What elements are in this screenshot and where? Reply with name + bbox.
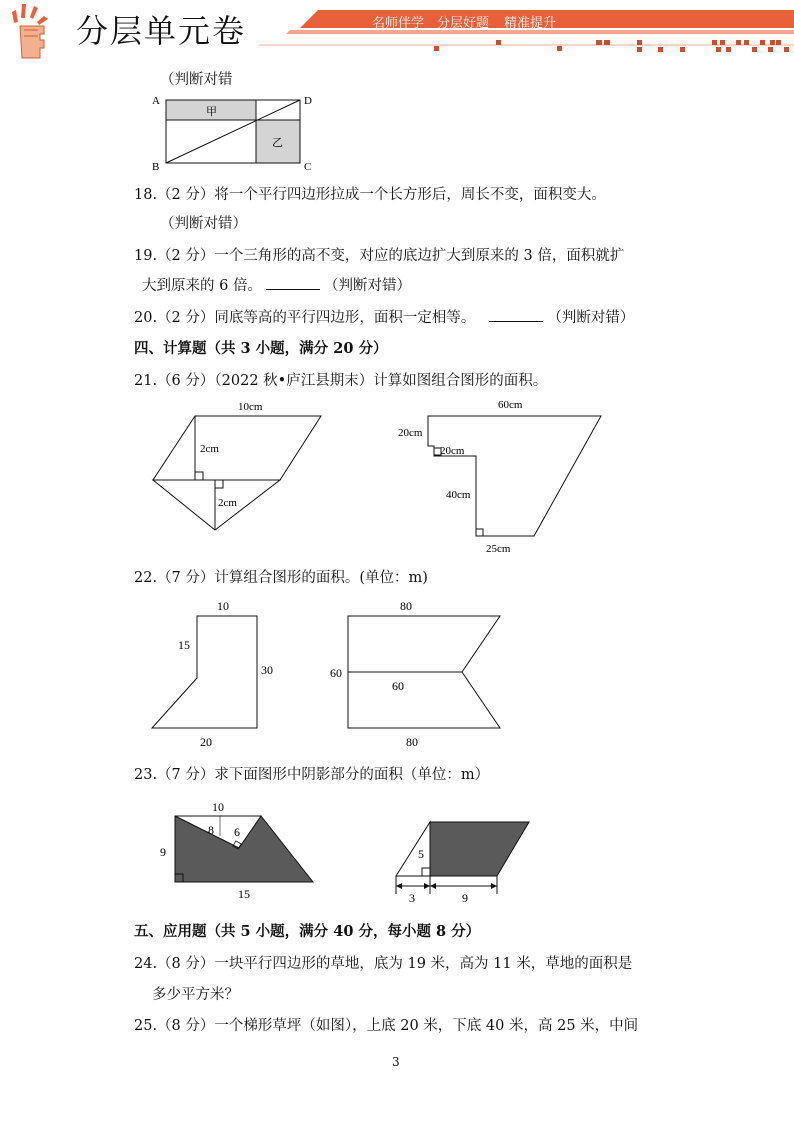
brand-title: 分层单元卷 <box>76 12 247 50</box>
answer-blank[interactable] <box>266 277 320 290</box>
figure-label: 6 <box>234 825 240 839</box>
figure-label: 20cm <box>440 445 465 457</box>
figure-label: 15 <box>238 887 250 901</box>
header-banner <box>0 0 794 62</box>
header-tag-2: 分层好题 <box>437 16 490 31</box>
q19-line2 <box>142 274 411 295</box>
figure-label: 80 <box>406 735 418 749</box>
label-a: A <box>152 95 160 107</box>
figure-label: 9 <box>462 891 468 905</box>
figure-label: 5 <box>418 847 424 861</box>
header-tag-1: 名师伴学 <box>372 16 425 31</box>
figure-label: 40cm <box>446 489 471 501</box>
figure-label: 10 <box>212 800 224 814</box>
figure-label: 25cm <box>486 543 511 555</box>
section-4-heading: 四、计算题（共 3 小题，满分 20 分） <box>134 340 388 357</box>
figure-label: 80 <box>400 599 412 613</box>
q22-figure-2 <box>326 594 516 754</box>
q23-text: 23.（7 分）求下面图形中阴影部分的面积（单位：m） <box>134 767 490 783</box>
q19-line1: 19.（2 分）一个三角形的高不变，对应的底边扩大到原来的 3 倍，面积就扩 <box>134 248 625 264</box>
figure-label: 9 <box>160 845 166 859</box>
figure-label: 60 <box>392 679 404 693</box>
q22-text: 22.（7 分）计算组合图形的面积。(单位：m) <box>134 570 428 586</box>
q18-line2: （判断对错） <box>160 216 247 232</box>
figure-label: 2cm <box>200 443 219 455</box>
q23-figure-1 <box>150 796 320 906</box>
q24-line1: 24.（8 分）一块平行四边形的草地，底为 19 米，高为 11 米，草地的面积是 <box>134 956 633 972</box>
figure-label: 3 <box>409 891 415 905</box>
label-yi: 乙 <box>272 137 283 149</box>
q19-line2a: 大到原来的 6 倍。 <box>142 278 262 294</box>
header-tag-3: 精准提升 <box>504 16 557 31</box>
q23-figure-2 <box>388 808 538 908</box>
q20-line1a: 20.（2 分）同底等高的平行四边形，面积一定相等。 <box>134 310 476 326</box>
q22-figure-1 <box>140 594 290 754</box>
label-jia: 甲 <box>206 106 217 118</box>
figure-label: 60 <box>330 666 342 680</box>
figure-label: 30 <box>261 663 273 677</box>
answer-blank[interactable] <box>489 309 543 322</box>
section-5-heading: 五、应用题（共 5 小题，满分 40 分，每小题 8 分） <box>134 923 481 940</box>
page-header <box>0 0 794 62</box>
figure-label: 10 <box>217 599 229 613</box>
page-number: 3 <box>392 1055 400 1069</box>
q20-line1 <box>134 306 634 327</box>
q21-figure-2 <box>394 394 614 560</box>
q18-line1: 18.（2 分）将一个平行四边形拉成一个长方形后，周长不变，面积变大。 <box>134 187 606 203</box>
q25-line1: 25.（8 分）一个梯形草坪（如图），上底 20 米，下底 40 米，高 25 米，中间 <box>134 1018 639 1034</box>
label-c: C <box>304 161 312 173</box>
q20-line1b: （判断对错） <box>547 310 635 326</box>
q24-line2: 多少平方米？ <box>152 987 239 1003</box>
figure-label: 10cm <box>238 401 263 413</box>
q21-text: 21.（6 分）（2022 秋•庐江县期末）计算如图组合图形的面积。 <box>134 373 548 389</box>
figure-label: 2cm <box>218 497 237 509</box>
figure-label: 8 <box>208 823 214 837</box>
q17-rectangle-figure <box>148 90 320 174</box>
label-d: D <box>304 95 312 107</box>
figure-label: 15 <box>178 638 190 652</box>
label-b: B <box>152 161 160 173</box>
figure-label: 60cm <box>498 399 523 411</box>
q21-figure-1 <box>140 394 340 554</box>
figure-label: 20cm <box>398 427 423 439</box>
q17-judge: （判断对错 <box>160 72 233 88</box>
figure-label: 20 <box>200 735 212 749</box>
q19-line2b: （判断对错） <box>323 278 411 294</box>
